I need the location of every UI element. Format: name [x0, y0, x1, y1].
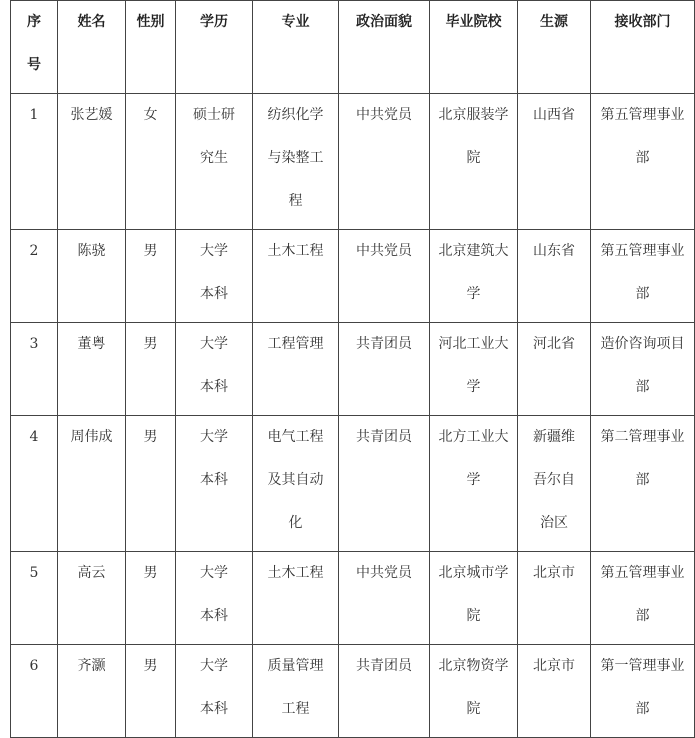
header-cell-political-status: 政治面貌 [339, 1, 430, 94]
table-header-row [11, 1, 695, 94]
cell-major: 质量管理工程 [253, 645, 339, 738]
cell-gender: 男 [126, 230, 176, 323]
header-cell-school: 毕业院校 [430, 1, 518, 94]
cell-origin: 北京市 [518, 645, 591, 738]
cell-school: 北京城市学院 [430, 552, 518, 645]
cell-school: 北方工业大学 [430, 416, 518, 552]
cell-index: 6 [11, 645, 58, 738]
cell-origin: 北京市 [518, 552, 591, 645]
cell-major: 工程管理 [253, 323, 339, 416]
table-row [11, 552, 695, 645]
cell-department: 第二管理事业部 [591, 416, 695, 552]
cell-school: 北京物资学院 [430, 645, 518, 738]
cell-department: 第五管理事业部 [591, 94, 695, 230]
cell-political-status: 中共党员 [339, 552, 430, 645]
header-cell-department: 接收部门 [591, 1, 695, 94]
header-cell-origin: 生源 [518, 1, 591, 94]
table-row [11, 323, 695, 416]
table-row [11, 416, 695, 552]
cell-school: 北京建筑大学 [430, 230, 518, 323]
cell-gender: 男 [126, 552, 176, 645]
table-row [11, 94, 695, 230]
header-cell-index: 序号 [11, 1, 58, 94]
cell-department: 造价咨询项目部 [591, 323, 695, 416]
cell-department: 第五管理事业部 [591, 552, 695, 645]
cell-name: 张艺媛 [58, 94, 126, 230]
cell-name: 董粤 [58, 323, 126, 416]
header-cell-major: 专业 [253, 1, 339, 94]
recruit-table [10, 0, 695, 738]
cell-name: 陈骁 [58, 230, 126, 323]
cell-index: 3 [11, 323, 58, 416]
cell-major: 土木工程 [253, 552, 339, 645]
cell-political-status: 共青团员 [339, 645, 430, 738]
cell-origin: 河北省 [518, 323, 591, 416]
cell-department: 第五管理事业部 [591, 230, 695, 323]
cell-education: 硕士研究生 [176, 94, 253, 230]
cell-department: 第一管理事业部 [591, 645, 695, 738]
cell-major: 土木工程 [253, 230, 339, 323]
cell-education: 大学本科 [176, 323, 253, 416]
cell-education: 大学本科 [176, 416, 253, 552]
cell-index: 1 [11, 94, 58, 230]
cell-education: 大学本科 [176, 645, 253, 738]
cell-political-status: 中共党员 [339, 230, 430, 323]
cell-major: 电气工程及其自动化 [253, 416, 339, 552]
cell-origin: 新疆维吾尔自治区 [518, 416, 591, 552]
cell-gender: 男 [126, 416, 176, 552]
table-row [11, 645, 695, 738]
cell-origin: 山西省 [518, 94, 591, 230]
table-row [11, 230, 695, 323]
cell-gender: 女 [126, 94, 176, 230]
cell-gender: 男 [126, 645, 176, 738]
cell-name: 周伟成 [58, 416, 126, 552]
cell-political-status: 中共党员 [339, 94, 430, 230]
cell-origin: 山东省 [518, 230, 591, 323]
cell-name: 高云 [58, 552, 126, 645]
header-cell-education: 学历 [176, 1, 253, 94]
cell-name: 齐灏 [58, 645, 126, 738]
cell-major: 纺织化学与染整工程 [253, 94, 339, 230]
cell-political-status: 共青团员 [339, 416, 430, 552]
cell-index: 5 [11, 552, 58, 645]
cell-school: 北京服装学院 [430, 94, 518, 230]
cell-school: 河北工业大学 [430, 323, 518, 416]
header-cell-name: 姓名 [58, 1, 126, 94]
header-cell-gender: 性别 [126, 1, 176, 94]
cell-gender: 男 [126, 323, 176, 416]
cell-education: 大学本科 [176, 230, 253, 323]
cell-index: 2 [11, 230, 58, 323]
cell-education: 大学本科 [176, 552, 253, 645]
cell-index: 4 [11, 416, 58, 552]
cell-political-status: 共青团员 [339, 323, 430, 416]
